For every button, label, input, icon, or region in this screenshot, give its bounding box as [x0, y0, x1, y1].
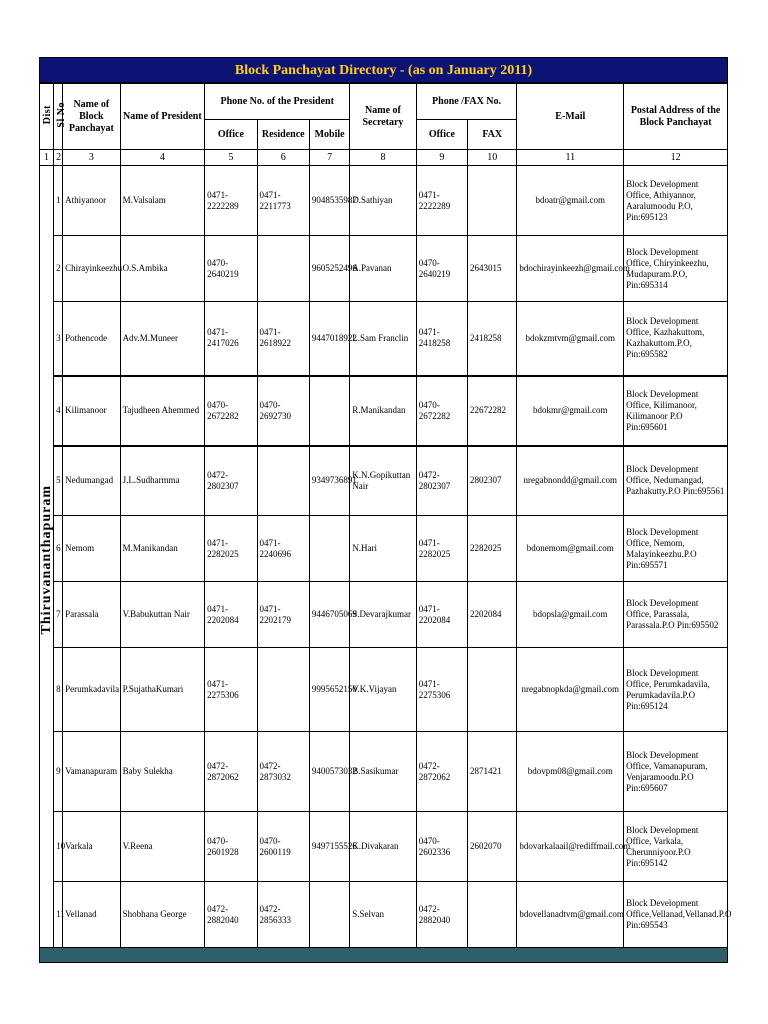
- cell-residence: 0471-2240696: [257, 516, 309, 582]
- cell-mobile: [309, 376, 349, 446]
- table-row: [40, 582, 728, 648]
- cell-president: Adv.M.Muneer: [120, 302, 205, 376]
- cell-president: J.L.Sudharmma: [120, 446, 205, 516]
- table-row: [40, 882, 728, 948]
- cell-sec-office: 0471-2418258: [416, 302, 467, 376]
- table-row: [40, 302, 728, 376]
- cell-president: O.S.Ambika: [120, 236, 205, 302]
- cell-office: 0472-2882040: [205, 882, 257, 948]
- cell-email: bdopsla@gmail.com: [517, 582, 624, 648]
- cell-sec-office: 0470-2640219: [416, 236, 467, 302]
- cell-block: Vamanapuram: [63, 732, 120, 812]
- column-number: 2: [54, 150, 63, 166]
- cell-email: bdokzmtvm@gmail.com: [517, 302, 624, 376]
- cell-address: Block Development Office, Perumkadavila, Perumkadavila.P.O Pin:695124: [624, 648, 728, 732]
- cell-secretary: L.Sam Franclin: [350, 302, 416, 376]
- cell-address: Block Development Office, Athiyannor, Aaralumoodu P.O, Pin:695123: [624, 166, 728, 236]
- cell-residence: 0471-2211773: [257, 166, 309, 236]
- cell-email: bdoatr@gmail.com: [517, 166, 624, 236]
- district-name: Thiruvananthapuram: [39, 485, 55, 635]
- cell-president: M.Manikandan: [120, 516, 205, 582]
- cell-address: Block Development Office, Kazhakuttom, Kazhakuttom.P.O, Pin:695582: [624, 302, 728, 376]
- cell-office: 0470-2601928: [205, 812, 257, 882]
- table-row: [40, 732, 728, 812]
- cell-email: nregabnopkda@gmail.com: [517, 648, 624, 732]
- table-row: [40, 648, 728, 732]
- cell-email: bdovpm08@gmail.com: [517, 732, 624, 812]
- header-secretary: Name of Secretary: [350, 84, 416, 150]
- cell-block: Perumkadavila: [63, 648, 120, 732]
- cell-sec-office: 0470-2602336: [416, 812, 467, 882]
- cell-residence: 0471-2202179: [257, 582, 309, 648]
- column-number: 10: [468, 150, 517, 166]
- cell-president: Tajudheen Ahemmed: [120, 376, 205, 446]
- cell-office: 0472-2802307: [205, 446, 257, 516]
- cell-address: Block Development Office,Vellanad,Vellanad.P.O Pin:695543: [624, 882, 728, 948]
- footer-bar: [39, 948, 728, 963]
- column-number: 9: [416, 150, 467, 166]
- cell-email: bdovellanadtvm@gmail.com: [517, 882, 624, 948]
- column-number: 6: [257, 150, 309, 166]
- cell-address: Block Development Office, Varkala, Cherunniyoor.P.O Pin:695142: [624, 812, 728, 882]
- cell-address: Block Development Office, Parassala, Parassala.P.O Pin:695502: [624, 582, 728, 648]
- column-number: 4: [120, 150, 205, 166]
- cell-fax: 2802307: [468, 446, 517, 516]
- table-row: [40, 166, 728, 236]
- cell-sl: 7: [54, 582, 63, 648]
- header-fax: FAX: [468, 120, 517, 150]
- table-row: [40, 812, 728, 882]
- cell-address: Block Development Office, Chiryinkeezhu, Mudapuram.P.O, Pin:695314: [624, 236, 728, 302]
- cell-fax: [468, 166, 517, 236]
- cell-mobile: [309, 882, 349, 948]
- cell-residence: [257, 446, 309, 516]
- cell-email: bdochirayinkeezh@gmail.com: [517, 236, 624, 302]
- cell-secretary: R.Manikandan: [350, 376, 416, 446]
- cell-fax: 2418258: [468, 302, 517, 376]
- cell-address: Block Development Office, Kilimanoor, Kilimanoor P.O Pin:695601: [624, 376, 728, 446]
- cell-email: bdokmr@gmail.com: [517, 376, 624, 446]
- cell-mobile: 9349736891: [309, 446, 349, 516]
- cell-secretary: A.Pavanan: [350, 236, 416, 302]
- cell-president: V.Babukuttan Nair: [120, 582, 205, 648]
- cell-secretary: D.Sathiyan: [350, 166, 416, 236]
- column-number: 5: [205, 150, 257, 166]
- cell-block: Vellanad: [63, 882, 120, 948]
- column-number: 11: [517, 150, 624, 166]
- cell-secretary: B.Sasikumar: [350, 732, 416, 812]
- cell-secretary: N.Hari: [350, 516, 416, 582]
- cell-office: 0470-2672282: [205, 376, 257, 446]
- cell-block: Chirayinkeezhu: [63, 236, 120, 302]
- cell-mobile: 9048535987: [309, 166, 349, 236]
- cell-email: bdovarkalaail@rediffmail.com: [517, 812, 624, 882]
- header-address: Postal Address of the Block Panchayat: [624, 84, 728, 150]
- header-mobile: Mobile: [309, 120, 349, 150]
- table-row: [40, 376, 728, 446]
- cell-office: 0471-2222289: [205, 166, 257, 236]
- cell-residence: 0472-2856333: [257, 882, 309, 948]
- cell-email: nregabnondd@gmail.com: [517, 446, 624, 516]
- cell-mobile: 9400573032: [309, 732, 349, 812]
- cell-residence: 0470-2600119: [257, 812, 309, 882]
- header-block-name: Name of Block Panchayat: [63, 84, 120, 150]
- cell-president: V.Reena: [120, 812, 205, 882]
- cell-residence: 0472-2873032: [257, 732, 309, 812]
- header-dist: Dist: [40, 84, 54, 150]
- cell-residence: 0471-2618922: [257, 302, 309, 376]
- page-title: Block Panchayat Directory - (as on January 2011): [39, 57, 728, 83]
- table-row: [40, 236, 728, 302]
- cell-address: Block Development Office, Nemom, Malayinkeezhu.P.O Pin:695571: [624, 516, 728, 582]
- cell-office: 0471-2282025: [205, 516, 257, 582]
- cell-secretary: K.Divakaran: [350, 812, 416, 882]
- header-residence: Residence: [257, 120, 309, 150]
- cell-sl: 2: [54, 236, 63, 302]
- cell-block: Pothencode: [63, 302, 120, 376]
- cell-office: 0472-2872062: [205, 732, 257, 812]
- cell-sec-office: 0472-2882040: [416, 882, 467, 948]
- header-phone-president: Phone No. of the President: [205, 84, 350, 120]
- cell-mobile: 9605252496: [309, 236, 349, 302]
- cell-sl: 9: [54, 732, 63, 812]
- column-number-row: [40, 150, 728, 166]
- cell-mobile: 9497155526: [309, 812, 349, 882]
- cell-president: Shobhana George: [120, 882, 205, 948]
- cell-sl: 3: [54, 302, 63, 376]
- cell-email: bdonemom@gmail.com: [517, 516, 624, 582]
- cell-sec-office: 0472-2872062: [416, 732, 467, 812]
- cell-fax: 2871421: [468, 732, 517, 812]
- cell-secretary: K.N.Gopikuttan Nair: [350, 446, 416, 516]
- header-office-2: Office: [416, 120, 467, 150]
- cell-sec-office: 0471-2222289: [416, 166, 467, 236]
- cell-sl: 10: [54, 812, 63, 882]
- cell-secretary: S.Devarajkumar: [350, 582, 416, 648]
- cell-block: Nedumangad: [63, 446, 120, 516]
- cell-sl: 6: [54, 516, 63, 582]
- header-president: Name of President: [120, 84, 205, 150]
- cell-block: Parassala: [63, 582, 120, 648]
- cell-president: P.SujathaKumari: [120, 648, 205, 732]
- cell-president: Baby Sulekha: [120, 732, 205, 812]
- cell-mobile: 9447018922: [309, 302, 349, 376]
- header-phone-fax: Phone /FAX No.: [416, 84, 517, 120]
- cell-residence: [257, 648, 309, 732]
- cell-residence: [257, 236, 309, 302]
- cell-fax: 2282025: [468, 516, 517, 582]
- table-row: [40, 446, 728, 516]
- column-number: 1: [40, 150, 54, 166]
- cell-office: 0471-2202084: [205, 582, 257, 648]
- column-number: 7: [309, 150, 349, 166]
- cell-secretary: V.K.Vijayan: [350, 648, 416, 732]
- cell-block: Varkala: [63, 812, 120, 882]
- district-cell: [40, 166, 54, 948]
- column-number: 12: [624, 150, 728, 166]
- header-email: E-Mail: [517, 84, 624, 150]
- column-number: 3: [63, 150, 120, 166]
- cell-fax: 2202084: [468, 582, 517, 648]
- header-office: Office: [205, 120, 257, 150]
- cell-sl: 8: [54, 648, 63, 732]
- cell-sl: 4: [54, 376, 63, 446]
- cell-sec-office: 0471-2202084: [416, 582, 467, 648]
- cell-fax: [468, 882, 517, 948]
- cell-mobile: 9446705069: [309, 582, 349, 648]
- cell-office: 0471-2275306: [205, 648, 257, 732]
- cell-fax: 22672282: [468, 376, 517, 446]
- cell-address: Block Development Office, Nedumangad, Pazhakutty.P.O Pin:695561: [624, 446, 728, 516]
- directory-sheet: [39, 57, 732, 963]
- cell-sec-office: 0472-2802307: [416, 446, 467, 516]
- cell-president: M.Valsalam: [120, 166, 205, 236]
- cell-sec-office: 0471-2282025: [416, 516, 467, 582]
- cell-residence: 0470-2692730: [257, 376, 309, 446]
- cell-sec-office: 0470-2672282: [416, 376, 467, 446]
- cell-sl: 5: [54, 446, 63, 516]
- cell-secretary: S.Selvan: [350, 882, 416, 948]
- cell-sec-office: 0471-2275306: [416, 648, 467, 732]
- cell-block: Athiyanoor: [63, 166, 120, 236]
- cell-fax: 2643015: [468, 236, 517, 302]
- cell-fax: [468, 648, 517, 732]
- cell-mobile: [309, 516, 349, 582]
- table-row: [40, 516, 728, 582]
- cell-block: Nemom: [63, 516, 120, 582]
- cell-office: 0470-2640219: [205, 236, 257, 302]
- cell-address: Block Development Office, Vamanapuram, Venjaramoodu.P.O Pin:695607: [624, 732, 728, 812]
- cell-sl: 11: [54, 882, 63, 948]
- cell-sl: 1: [54, 166, 63, 236]
- cell-mobile: 9995652150: [309, 648, 349, 732]
- cell-office: 0471-2417026: [205, 302, 257, 376]
- directory-table: [39, 83, 732, 948]
- column-number: 8: [350, 150, 416, 166]
- cell-block: Kilimanoor: [63, 376, 120, 446]
- cell-fax: 2602070: [468, 812, 517, 882]
- header-sl-no: Sl No: [54, 84, 63, 150]
